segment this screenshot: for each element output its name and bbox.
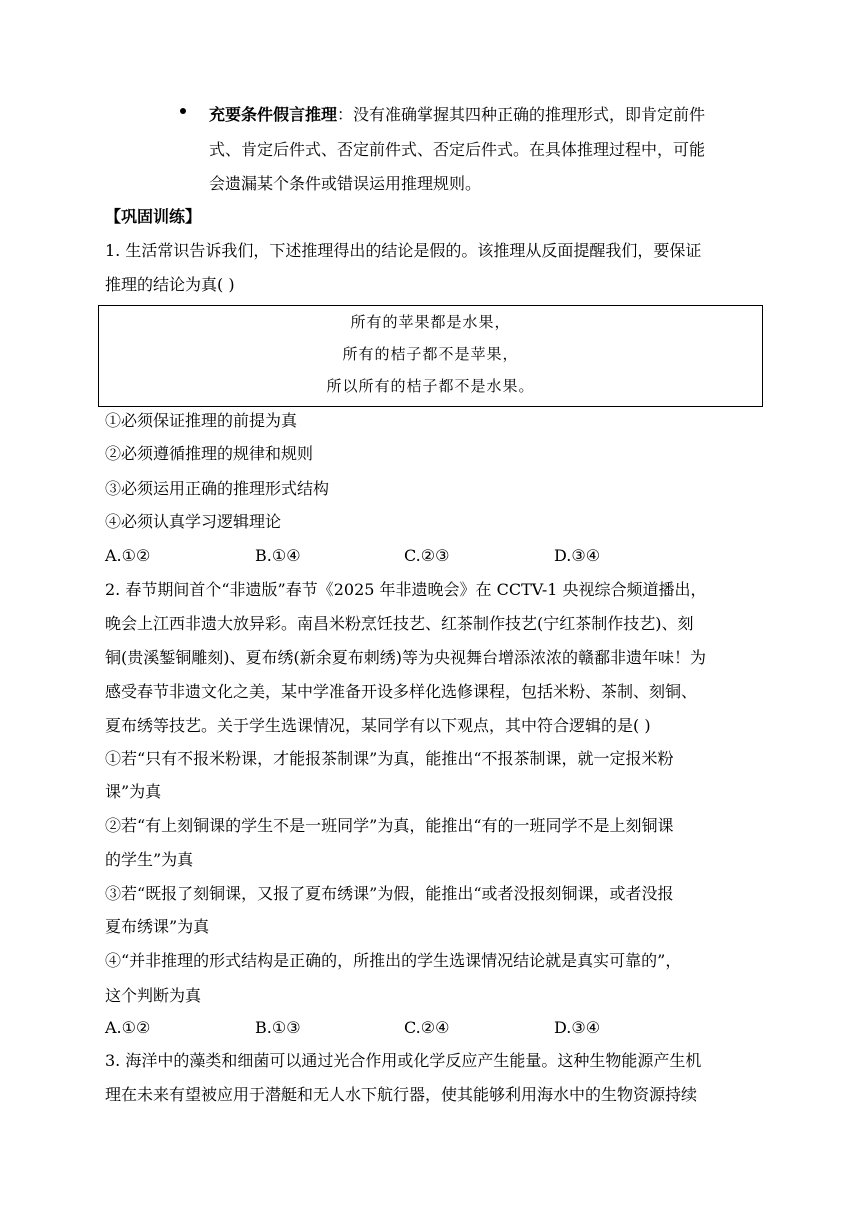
q2-option-b[interactable]: B.①③ xyxy=(255,1018,301,1037)
q2-statement-4a: ④“并非推理的形式结构是正确的，所推出的学生选课情况结论就是真实可靠的”， xyxy=(105,951,682,970)
q2-stem-line-4: 感受春节非遗文化之美，某中学准备开设多样化选修课程，包括米粉、茶制、刻铜、 xyxy=(105,682,698,701)
bullet-line-2: 式、肯定后件式、否定前件式、否定后件式。在具体推理过程中，可能 xyxy=(209,140,706,159)
bullet-line-3: 会遗漏某个条件或错误运用推理规则。 xyxy=(209,174,482,193)
box-line-1: 所有的苹果都是水果， xyxy=(350,313,511,331)
section-heading: 【巩固训练】 xyxy=(105,207,202,226)
q1-statement-1: ①必须保证推理的前提为真 xyxy=(105,411,298,430)
q2-statement-2b: 的学生”为真 xyxy=(105,850,194,869)
q1-stem-line-1: 1. 生活常识告诉我们，下述推理得出的结论是假的。该推理从反面提醒我们，要保证 xyxy=(105,241,702,260)
bullet-line-1 xyxy=(209,104,705,126)
bullet-dot-icon xyxy=(180,108,186,114)
q1-option-c[interactable]: C.②③ xyxy=(404,546,450,565)
q2-stem-line-5: 夏布绣等技艺。关于学生选课情况，某同学有以下观点，其中符合逻辑的是( ) xyxy=(105,716,651,735)
q2-statement-2a: ②若“有上刻铜课的学生不是一班同学”为真，能推出“有的一班同学不是上刻铜课 xyxy=(105,816,674,835)
q2-statement-4b: 这个判断为真 xyxy=(105,986,202,1005)
bullet-text: ：没有准确掌握其四种正确的推理形式，即肯定前件 xyxy=(337,105,706,124)
q1-statement-3: ③必须运用正确的推理形式结构 xyxy=(105,479,330,498)
q1-option-b[interactable]: B.①④ xyxy=(255,546,301,565)
q1-option-a[interactable]: A.①② xyxy=(105,546,151,565)
q2-stem-line-1: 2. 春节期间首个“非遗版”春节《2025 年非遗晚会》在 CCTV-1 央视综合频道播出， xyxy=(105,580,707,599)
q1-option-d[interactable]: D.③④ xyxy=(554,546,601,565)
q2-option-c[interactable]: C.②④ xyxy=(404,1018,450,1037)
q2-statement-1b: 课”为真 xyxy=(105,782,162,801)
q2-option-d[interactable]: D.③④ xyxy=(554,1018,601,1037)
q1-statement-4: ④必须认真学习逻辑理论 xyxy=(105,512,282,531)
q2-statement-3b: 夏布绣课”为真 xyxy=(105,917,210,936)
q3-stem-line-2: 理在未来有望被应用于潜艇和无人水下航行器，使其能够利用海水中的生物资源持续 xyxy=(105,1085,698,1104)
box-line-2: 所有的桔子都不是苹果， xyxy=(342,345,519,363)
q3-stem-line-1: 3. 海洋中的藻类和细菌可以通过光合作用或化学反应产生能量。这种生物能源产生机 xyxy=(105,1051,702,1070)
q2-stem-line-2: 晚会上江西非遗大放异彩。南昌米粉烹饪技艺、红茶制作技艺(宁红茶制作技艺)、刻 xyxy=(105,614,694,633)
q2-statement-3a: ③若“既报了刻铜课，又报了夏布绣课”为假，能推出“或者没报刻铜课，或者没报 xyxy=(105,884,674,903)
q2-stem-line-3: 铜(贵溪錾铜雕刻)、夏布绣(新余夏布刺绣)等为央视舞台增添浓浓的赣鄱非遗年味！为 xyxy=(105,648,706,667)
box-line-3: 所以所有的桔子都不是水果。 xyxy=(326,377,535,395)
bullet-term: 充要条件假言推理 xyxy=(209,105,338,124)
q1-stem-line-2: 推理的结论为真( ) xyxy=(105,275,235,294)
syllogism-box xyxy=(98,305,763,407)
q1-statement-2: ②必须遵循推理的规律和规则 xyxy=(105,444,314,463)
q2-statement-1a: ①若“只有不报米粉课，才能报茶制课”为真，能推出“不报茶制课，就一定报米粉 xyxy=(105,749,674,768)
q2-option-a[interactable]: A.①② xyxy=(105,1018,151,1037)
